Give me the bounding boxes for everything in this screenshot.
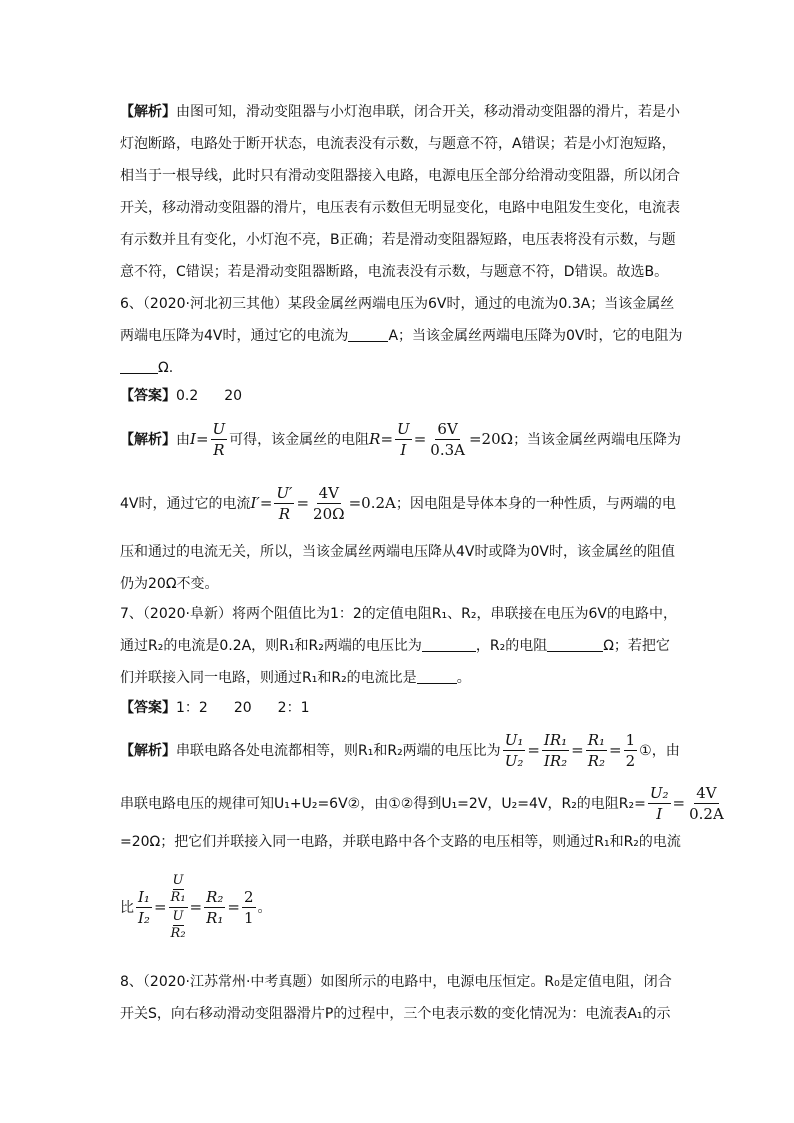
fraction: $\frac{4V}{0.2A}$	[689, 783, 724, 823]
fraction: $\frac{\text{R₁}}{\text{R₂}}$	[587, 730, 606, 770]
fraction: $\frac{4V}{20\Omega}$	[313, 483, 345, 523]
q7-answer: 【答案】1：2 20 2：1	[120, 700, 310, 716]
q7-question	[120, 598, 680, 694]
fraction: $\frac{\text{R₂}}{\text{R₁}}$	[206, 887, 224, 927]
q7-line-1: 7、（2020·阜新）将两个阻值比为1：2的定值电阻R₁、R₂，串联接在电压为6V的电路中，	[120, 606, 677, 622]
fraction: $\frac{\text{U₂}}{I}$	[649, 783, 669, 823]
q6-line-1: 6、（2020·河北初三其他）某段金属丝两端电压为6V时，通过的电流为0.3A；当该金属丝	[120, 296, 675, 312]
q8-question	[120, 966, 680, 1030]
q7-analysis-formula-1: 【解析】 串联电路各处电流都相等，则R₁和R₂两端的电压比为 $\frac{\text{U₁}}{\text{U₂}}$ = $\frac{\text{IR₁}}{\text{IR₂}}$ = $\frac{\text{R₁}}{\text{R₂}}$ = $\frac{1}{2}$ ①，由	[120, 730, 680, 770]
analysis-tag: 【解析】	[120, 104, 176, 120]
q6-line-3: Ω.	[120, 352, 680, 384]
q6-analysis-formula-2: 4V时，通过它的电流 I′ = $\frac{U'}{R}$ = $\frac{4V}{20\Omega}$ =0.2A ；因电阻是导体本身的一种性质，与两端的电	[120, 483, 676, 523]
q6-analysis-formula-1: 【解析】 由 I = $\frac{U}{R}$ 可得，该金属丝的电阻 R = $\frac{U}{I}$ = $\frac{6V}{0.3A}$ =20Ω ；当该金属丝两端电压降为	[120, 419, 682, 459]
analysis-tag: 【解析】	[120, 743, 176, 759]
q7-line-3: 们并联接入同一电路，则通过R₁和R₂的电流比是 。	[120, 670, 471, 686]
q5-line-1: 【解析】由图可知，滑动变阻器与小灯泡串联，闭合开关，移动滑动变阻器的滑片，若是小	[120, 104, 680, 120]
q8-line-2: 开关S，向右移动滑动变阻器滑片P的过程中，三个电表示数的变化情况为：电流表A₁的示	[120, 1006, 671, 1022]
q8-line-1: 8、（2020·江苏常州·中考真题）如图所示的电路中，电源电压恒定。R₀是定值电阻，闭合	[120, 974, 672, 990]
fraction: $\frac{6V}{0.3A}$	[430, 419, 465, 459]
q7-line-2: 通过R₂的电流是0.2A，则R₁和R₂两端的电压比为 ，R₂的电阻 Ω；若把它	[120, 638, 670, 654]
fraction: $\frac{U}{I}$	[397, 419, 410, 459]
q5-line-4: 开关，移动滑动变阻器的滑片，电压表有示数但无明显变化，电路中电阻发生变化，电流表	[120, 200, 680, 216]
fraction: $\frac{U'}{R}$	[276, 483, 293, 523]
answer-blank	[120, 359, 158, 374]
q7-analysis-formula-2: 串联电路电压的规律可知U₁+U₂=6V②，由①②得到U₁=2V，U₂=4V，R₂的电阻R₂= $\frac{\text{U₂}}{I}$ = $\frac{4V}{0.2A}$	[120, 783, 724, 823]
q7-analysis-line-3: =20Ω；把它们并联接入同一电路，并联电路中各个支路的电压相等，则通过R₁和R₂的电流	[120, 834, 681, 850]
q6-answer: 【答案】0.2 20	[120, 388, 243, 404]
fraction: $\frac{U}{R}$	[212, 419, 226, 459]
answer-blank	[417, 669, 457, 684]
q6-analysis-tail: 压和通过的电流无关，所以，当该金属丝两端电压降从4V时或降为0V时，该金属丝的阻值 仍为20Ω不变。	[120, 544, 675, 592]
fraction: $\frac{\text{I₁}}{\text{I₂}}$	[138, 887, 150, 927]
answer-blank	[422, 637, 476, 652]
q6-line-2: 两端电压降为4V时，通过它的电流为 A；当该金属丝两端电压降为0V时，它的电阻为	[120, 328, 683, 344]
fraction: $\frac{1}{2}$	[625, 730, 636, 770]
analysis-tag: 【解析】	[120, 432, 176, 448]
q5-line-3: 相当于一根导线，此时只有滑动变阻器接入电路，电源电压全部分给滑动变阻器，所以闭合	[120, 168, 680, 184]
q6-question	[120, 288, 683, 384]
answer-blank	[547, 637, 603, 652]
q5-line-6: 意不符，C错误；若是滑动变阻器断路，电流表没有示数，与题意不符，D错误。故选B。	[120, 264, 669, 280]
q5-analysis	[120, 96, 680, 288]
answer-blank	[348, 327, 388, 342]
q5-line-2: 灯泡断路，电路处于断开状态，电流表没有示数，与题意不符，A错误；若是小灯泡短路，	[120, 136, 676, 152]
compound-fraction: U R₁ U R₂	[170, 872, 186, 941]
q5-line-5: 有示数并且有变化，小灯泡不亮，B正确；若是滑动变阻器短路，电压表将没有示数，与题	[120, 232, 676, 248]
fraction: $\frac{2}{1}$	[244, 887, 254, 927]
fraction: $\frac{\text{IR₁}}{\text{IR₂}}$	[543, 730, 568, 770]
q7-analysis-formula-4: 比 $\frac{\text{I₁}}{\text{I₂}}$ = U R₁ U R₂ = $\frac{\text{R₂}}{\text{R₁}}$ = $\frac{2}{1}$ 。	[120, 872, 272, 941]
fraction: $\frac{\text{U₁}}{\text{U₂}}$	[504, 730, 524, 770]
